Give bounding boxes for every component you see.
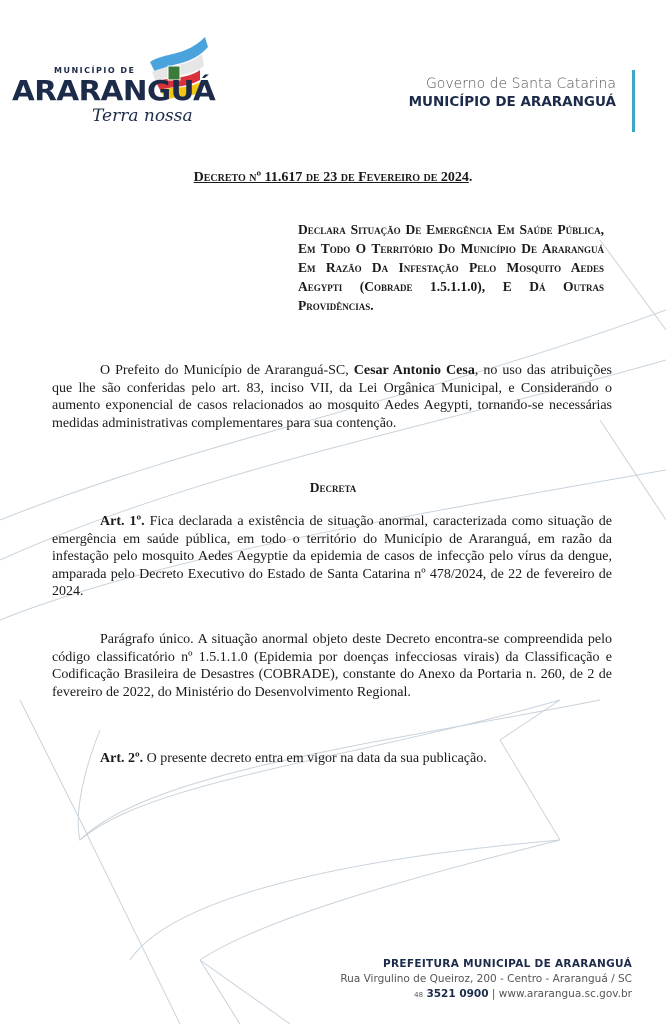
preamble-text-end: , no uso das atribuições que lhe são conferidas pelo art. 83, inciso VII, da Lei Orgânica Municipal, e Considerando o aumento exponencial de casos relacionados ao mosquito Aedes Aegypti, tornando-se necessárias medidas administrativas complementares para sua contenção. <box>52 363 613 431</box>
preamble-paragraph <box>52 362 612 432</box>
preamble-text-start: O Prefeito do Município de Araranguá-SC, <box>100 363 354 378</box>
logo-wordmark: ARARANGUÁ <box>12 74 216 107</box>
footer-phone: 3521 0900 <box>426 988 489 1000</box>
government-line: Governo de Santa Catarina <box>425 76 616 92</box>
article-1-label: Art. 1º. <box>100 514 145 529</box>
government-header <box>409 76 616 110</box>
footer-title: PREFEITURA MUNICIPAL DE ARARANGUÁ <box>383 958 632 970</box>
footer <box>340 958 632 1000</box>
sole-paragraph <box>52 631 612 701</box>
article-1-text: Fica declarada a existência de situação anormal, caracterizada como situação de emergência em saúde pública, em todo o território do Município de Araranguá, em razão da infestação pelo mosquito Aedes Aegyptie da epidemia de casos de infecção pelo vírus da dengue, amparada pelo Decreto Executivo do Estado de Santa Catarina nº 478/2024, de 22 de fevereiro de 2024. <box>52 514 612 599</box>
decree-title <box>0 170 666 186</box>
footer-area-code: 48 <box>414 991 424 999</box>
municipality-line: MUNICÍPIO DE ARARANGUÁ <box>408 94 616 110</box>
municipality-logo <box>10 32 220 132</box>
logo-tagline: Terra nossa <box>92 106 193 126</box>
sole-paragraph-text: Parágrafo único. A situação anormal objeto deste Decreto encontra-se compreendida pelo código classificatório nº 1.5.1.1.0 (Epidemia por doenças infecciosas virais) da Classificação e Codificação Brasileira de Desastres (COBRADE), constante do Anexo da Portaria n. 260, de 2 de fevereiro de 2022, do Ministério do Desenvolvimento Regional. <box>52 632 612 700</box>
footer-website[interactable]: www.ararangua.sc.gov.br <box>498 988 632 1000</box>
footer-address: Rua Virgulino de Queiroz, 200 - Centro - Araranguá / SC <box>340 973 632 985</box>
footer-contact <box>340 988 632 1000</box>
decree-summary: Declara Situação De Emergência Em Saúde Pública, Em Todo O Território Do Município De Araranguá Em Razão Da Infestação Pelo Mosquito Aedes Aegypti (Cobrade 1.5.1.1.0), E Dá Outras Providências. <box>298 222 604 313</box>
article-2 <box>52 750 612 768</box>
mayor-name: Cesar Antonio Cesa <box>353 363 475 378</box>
header-accent-bar <box>632 70 635 132</box>
footer-separator: | <box>491 988 496 1000</box>
decree-title-text: Decreto nº 11.617 de 23 de Fevereiro de 2024 <box>193 170 469 185</box>
article-2-label: Art. 2º. <box>100 751 144 766</box>
decree-title-suffix: . <box>468 170 473 185</box>
article-1 <box>52 513 612 601</box>
logo-small-text: MUNICÍPIO DE <box>54 66 136 75</box>
article-2-text: O presente decreto entra em vigor na data da sua publicação. <box>143 751 487 766</box>
decreta-heading: Decreta <box>309 480 357 495</box>
